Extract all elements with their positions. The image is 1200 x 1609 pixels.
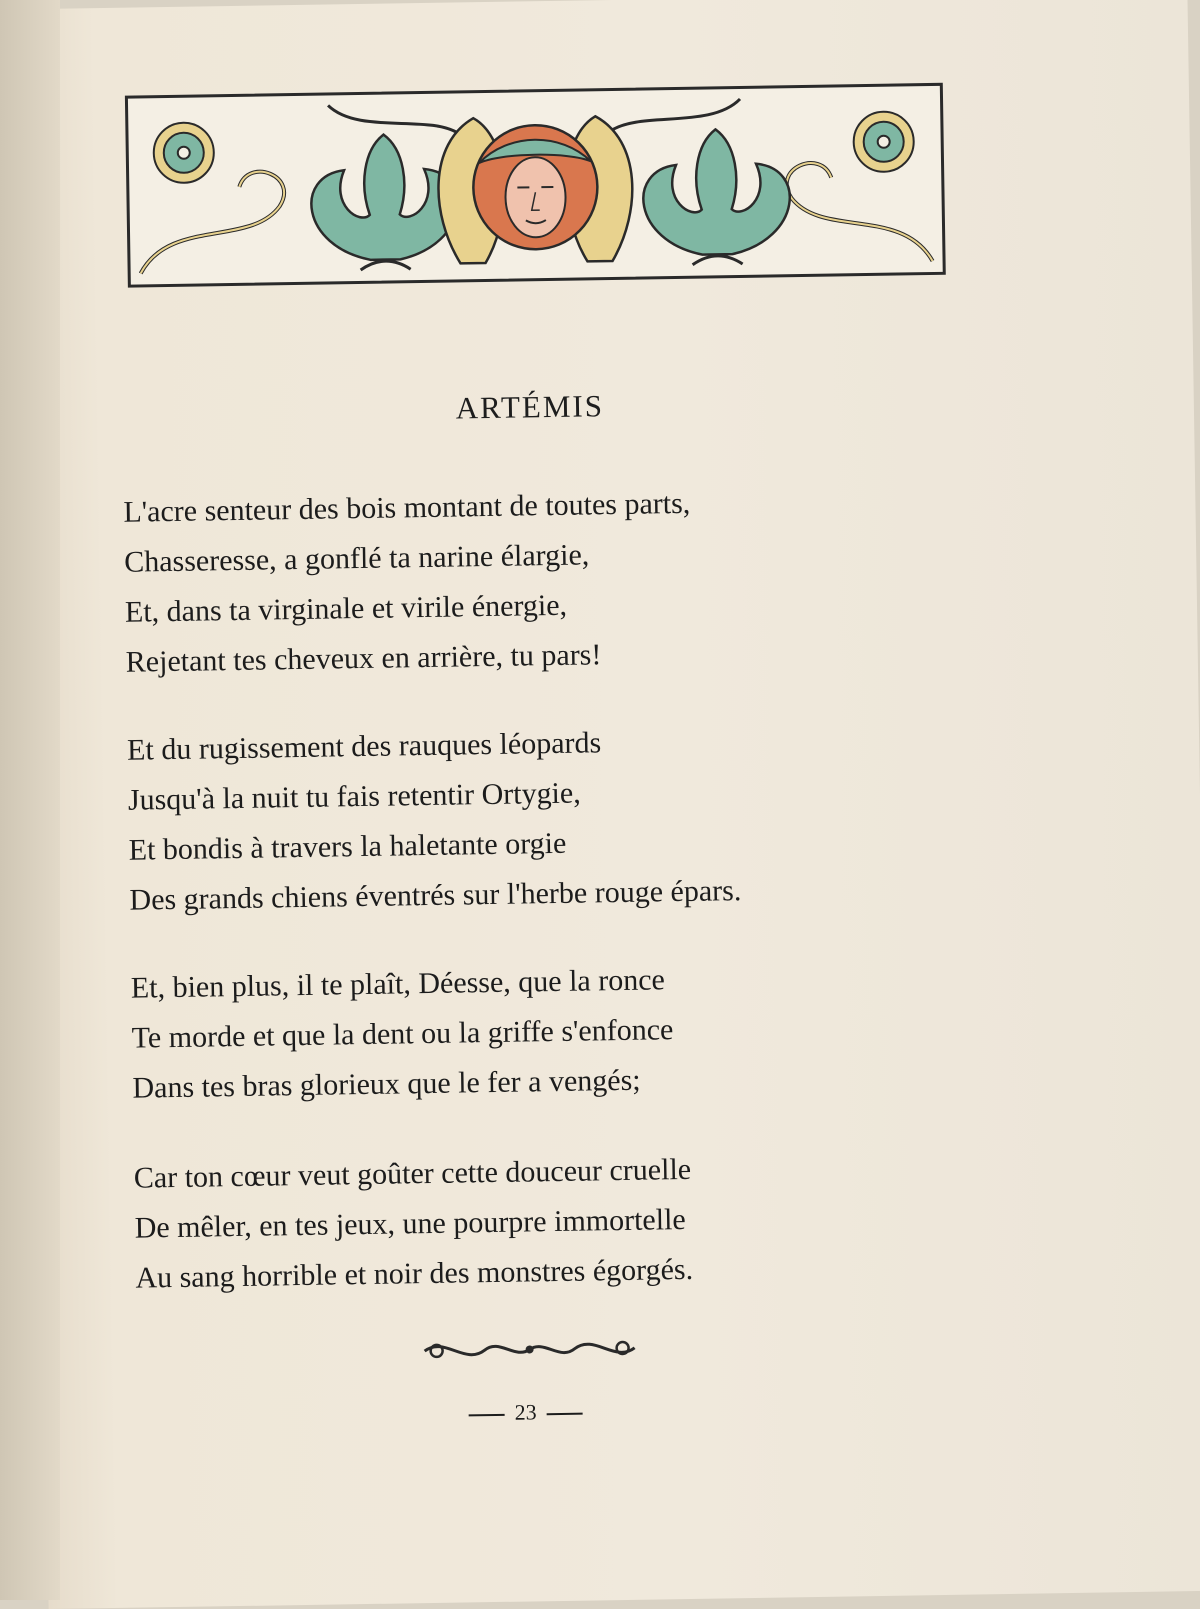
scroll-fleuron-icon [414,1328,645,1372]
poem-line: Des grands chiens éventrés sur l'herbe rouge épars. [129,874,742,917]
palmette-right-icon [642,128,791,265]
poem-line: De mêler, en tes jeux, une pourpre immortelle [134,1202,686,1245]
poem-line: L'acre senteur des bois montant de toutes parts, [123,486,691,529]
stanza-1 [123,479,693,688]
poem-line: Et, bien plus, il te plaît, Déesse, que la ronce [130,963,666,1005]
poem-line: Et du rugissement des rauques léopards [126,726,602,767]
poem-line: Dans tes bras glorieux que le fer a vengés; [132,1063,641,1105]
poem-line: Et bondis à travers la haletante orgie [128,826,567,867]
poem-line: Chasseresse, a gonflé ta narine élargie, [123,538,590,579]
medusa-head-palmette-frieze-icon [128,86,943,285]
book-page [24,0,1200,1609]
medusa-head-icon [472,124,598,250]
palmette-left-icon [310,133,459,270]
page-number-dash-right [547,1413,583,1416]
page-number [45,1392,1005,1433]
poem-line: Rejetant tes cheveux en arrière, tu pars! [125,638,602,679]
poem-line: Car ton cœur veut goûter cette douceur cruelle [133,1152,692,1195]
poem-line: Au sang horrible et noir des monstres égorgés. [135,1252,694,1295]
book-gutter [0,0,60,1600]
stanza-4 [133,1145,693,1304]
stanza-3 [131,955,675,1113]
rosette-right-icon [853,111,914,172]
page-number-dash-left [469,1414,505,1417]
rosette-left-icon [153,122,214,183]
poem-line: Te morde et que la dent ou la griffe s'enfonce [131,1013,674,1055]
page-number-value: 23 [514,1399,537,1425]
poem-line: Jusqu'à la nuit tu fais retentir Ortygie, [127,776,581,817]
stanza-2 [127,716,742,926]
decorative-header-band [125,83,946,288]
poem-line: Et, dans ta virginale et virile énergie, [124,588,568,629]
poem-title: ARTÉMIS [455,388,605,426]
